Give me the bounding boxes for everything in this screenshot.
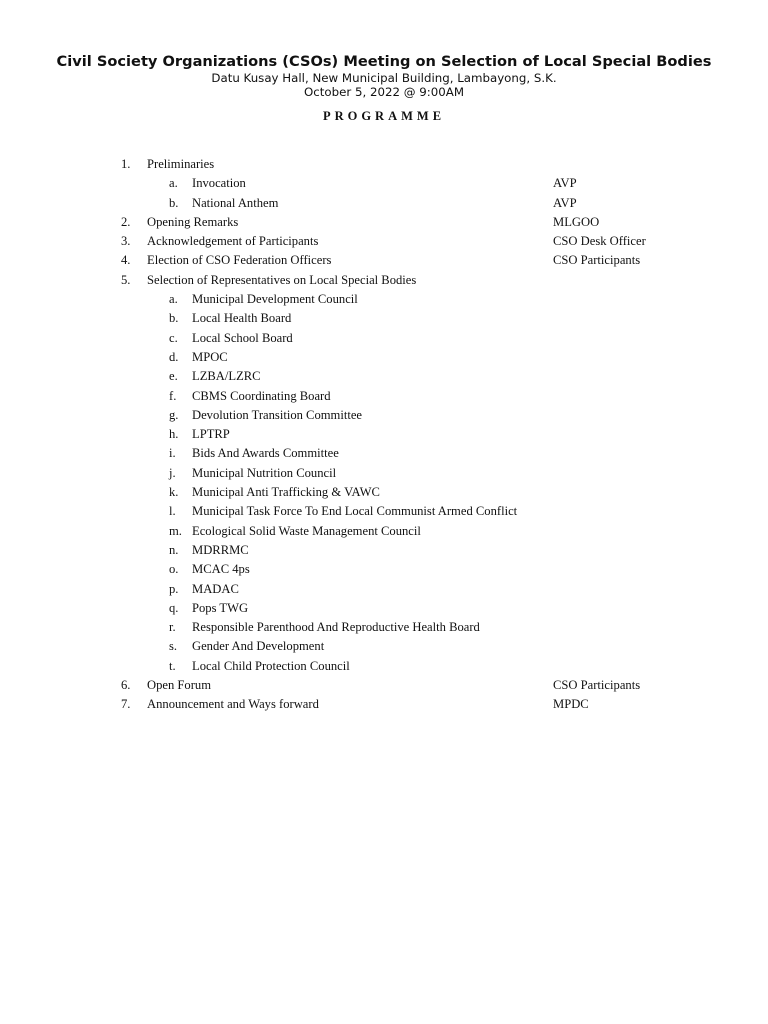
programme-heading: PROGRAMME xyxy=(322,109,446,123)
agenda-item xyxy=(0,637,768,656)
item-responsible: AVP xyxy=(553,176,577,191)
document-title: Civil Society Organizations (CSOs) Meeting on Selection of Local Special Bodies xyxy=(56,53,712,70)
agenda-item xyxy=(0,560,768,579)
item-letter: p. xyxy=(169,581,179,596)
item-label: MADAC xyxy=(192,581,239,596)
agenda-item xyxy=(0,464,768,483)
item-letter: e. xyxy=(169,369,178,384)
item-label: Gender And Development xyxy=(192,639,325,654)
item-letter: q. xyxy=(169,600,179,615)
agenda-item xyxy=(0,618,768,637)
agenda-item xyxy=(0,387,768,406)
agenda-item xyxy=(0,599,768,618)
item-letter: d. xyxy=(169,349,179,364)
item-label: MDRRMC xyxy=(192,542,249,557)
item-letter: m. xyxy=(169,523,182,538)
item-letter: r. xyxy=(169,620,176,635)
item-label: Election of CSO Federation Officers xyxy=(147,253,332,268)
item-letter: a. xyxy=(169,176,178,191)
agenda-item xyxy=(0,271,768,290)
item-label: Local Child Protection Council xyxy=(192,658,350,673)
agenda-item xyxy=(0,580,768,599)
item-label: Municipal Development Council xyxy=(192,292,358,307)
item-label: Responsible Parenthood And Reproductive Health Board xyxy=(192,620,480,635)
item-responsible: MLGOO xyxy=(553,214,600,229)
agenda-item xyxy=(0,155,768,174)
agenda-item xyxy=(0,444,768,463)
item-letter: f. xyxy=(169,388,177,403)
agenda-item xyxy=(0,676,768,695)
item-label: LPTRP xyxy=(192,427,230,442)
item-label: MPOC xyxy=(192,349,228,364)
item-responsible: AVP xyxy=(553,195,577,210)
item-label: Acknowledgement of Participants xyxy=(147,234,319,249)
item-label: Ecological Solid Waste Management Council xyxy=(192,523,421,538)
agenda-item xyxy=(0,406,768,425)
item-number: 6. xyxy=(121,678,131,693)
agenda-list xyxy=(0,155,768,715)
item-label: Selection of Representatives on Local Special Bodies xyxy=(147,272,417,287)
item-label: Devolution Transition Committee xyxy=(192,407,363,422)
item-label: Open Forum xyxy=(147,678,212,693)
agenda-item xyxy=(0,232,768,251)
agenda-item xyxy=(0,348,768,367)
item-letter: n. xyxy=(169,542,179,557)
venue-line: Datu Kusay Hall, New Municipal Building, Lambayong, S.K. xyxy=(211,71,557,85)
item-letter: g. xyxy=(169,407,179,422)
item-label: Local Health Board xyxy=(192,311,292,326)
item-letter: c. xyxy=(169,330,178,345)
document-header xyxy=(0,53,768,99)
item-number: 2. xyxy=(121,214,131,229)
agenda-item xyxy=(0,213,768,232)
agenda-item xyxy=(0,541,768,560)
item-letter: t. xyxy=(169,658,176,673)
agenda-item xyxy=(0,483,768,502)
item-number: 4. xyxy=(121,253,131,268)
item-letter: o. xyxy=(169,562,179,577)
item-letter: s. xyxy=(169,639,178,654)
item-label: LZBA/LZRC xyxy=(192,369,261,384)
agenda-item xyxy=(0,309,768,328)
item-letter: j. xyxy=(169,465,176,480)
date-line: October 5, 2022 @ 9:00AM xyxy=(303,85,465,99)
agenda-item xyxy=(0,290,768,309)
item-letter: k. xyxy=(169,485,179,500)
item-letter: a. xyxy=(169,292,178,307)
item-label: Municipal Task Force To End Local Communist Armed Conflict xyxy=(192,504,518,519)
item-number: 5. xyxy=(121,272,131,287)
agenda-item xyxy=(0,367,768,386)
item-responsible: MPDC xyxy=(553,697,589,712)
item-label: Invocation xyxy=(192,176,246,191)
item-letter: l. xyxy=(169,504,176,519)
item-letter: b. xyxy=(169,311,179,326)
item-label: Pops TWG xyxy=(192,600,249,615)
agenda-item xyxy=(0,657,768,676)
item-responsible: CSO Desk Officer xyxy=(553,234,646,249)
item-label: Preliminaries xyxy=(147,157,215,171)
item-label: CBMS Coordinating Board xyxy=(192,388,331,403)
item-label: Local School Board xyxy=(192,330,293,345)
agenda-item xyxy=(0,251,768,270)
agenda-item xyxy=(0,329,768,348)
item-number: 1. xyxy=(121,157,131,171)
item-letter: b. xyxy=(169,195,179,210)
item-responsible: CSO Participants xyxy=(553,253,641,268)
item-letter: h. xyxy=(169,427,179,442)
item-label: Municipal Nutrition Council xyxy=(192,465,337,480)
agenda-item xyxy=(0,695,768,714)
item-label: MCAC 4ps xyxy=(192,562,250,577)
item-number: 3. xyxy=(121,234,131,249)
agenda-item xyxy=(0,522,768,541)
item-responsible: CSO Participants xyxy=(553,678,641,693)
item-label: Opening Remarks xyxy=(147,214,239,229)
item-number: 7. xyxy=(121,697,131,712)
item-letter: i. xyxy=(169,446,176,461)
item-label: Bids And Awards Committee xyxy=(192,446,339,461)
item-label: National Anthem xyxy=(192,195,279,210)
agenda-item xyxy=(0,425,768,444)
item-label: Announcement and Ways forward xyxy=(147,697,319,712)
agenda-item xyxy=(0,194,768,213)
agenda-item xyxy=(0,502,768,521)
item-label: Municipal Anti Trafficking & VAWC xyxy=(192,485,380,500)
agenda-item xyxy=(0,174,768,193)
